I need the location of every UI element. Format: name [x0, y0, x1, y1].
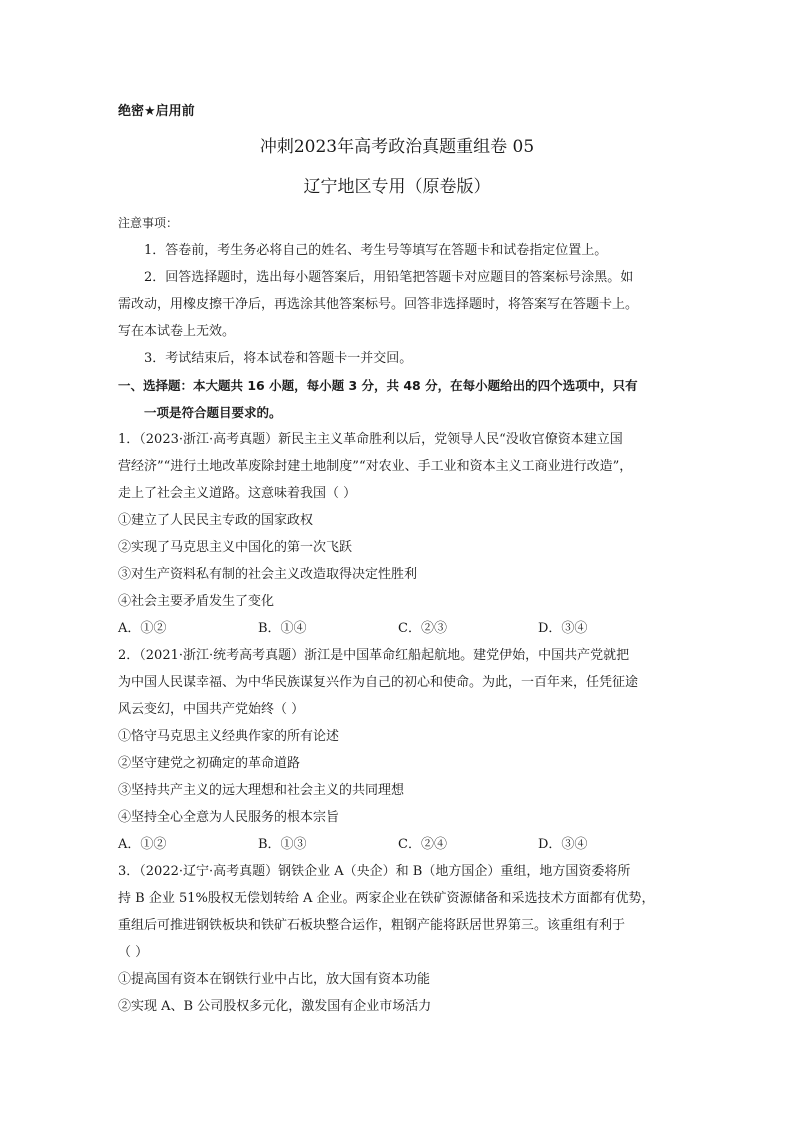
question-item: ②实现了马克思主义中国化的第一次飞跃: [118, 540, 353, 555]
question-item: ①提高国有资本在钢铁行业中占比，放大国有资本功能: [118, 972, 431, 987]
notice-item: 3．考试结束后，将本试卷和答题卡一并交回。: [144, 351, 413, 366]
question-item: ④坚持全心全意为人民服务的根本宗旨: [118, 810, 340, 825]
question-stem: 2．（2021·浙江·统考高考真题）浙江是中国革命红船起航地。建党伊始，中国共产党就把: [118, 648, 630, 663]
question-stem: （ ）: [118, 945, 149, 960]
notice-label: 注意事项：: [118, 216, 179, 230]
answer-options: [118, 615, 678, 642]
page-title: 冲刺2023年高考政治真题重组卷 05: [259, 137, 535, 157]
section-heading-cont: 一项是符合题目要求的。: [144, 405, 282, 420]
question-item: ②实现 A、B 公司股权多元化，激发国有企业市场活力: [118, 999, 432, 1014]
question-stem: 营经济”“进行土地改革废除封建土地制度”“对农业、手工业和资本主义工商业进行改造”，: [118, 459, 633, 474]
option-c: C．②④: [398, 837, 447, 852]
question-item: ④社会主要矛盾发生了变化: [118, 594, 275, 609]
option-b: B．①③: [258, 837, 307, 852]
answer-options: [118, 831, 678, 858]
question-stem: 持 B 企业 51%股权无偿划转给 A 企业。两家企业在铁矿资源储备和采选技术方面都有优势，: [118, 891, 655, 906]
question-stem: 为中国人民谋幸福、为中华民族谋复兴作为自己的初心和使命。为此，一百年来，任凭征途: [118, 675, 639, 690]
question-item: ②坚守建党之初确定的革命道路: [118, 756, 301, 771]
question-stem: 3．（2022·辽宁·高考真题）钢铁企业 A（央企）和 B（地方国企）重组，地方国资委将所: [118, 864, 631, 879]
option-a: A．①②: [118, 621, 167, 636]
question-stem: 走上了社会主义道路。这意味着我国（ ）: [118, 486, 357, 501]
option-a: A．①②: [118, 837, 167, 852]
option-d: D．③④: [538, 621, 588, 636]
exam-body: [118, 210, 678, 1020]
question-stem: 风云变幻，中国共产党始终（ ）: [118, 702, 305, 717]
question-stem: 重组后可推进钢铁板块和铁矿石板块整合运作，粗钢产能将跃居世界第三。该重组有利于: [118, 918, 626, 933]
question-stem: 1．（2023·浙江·高考真题）新民主主义革命胜利以后，党领导人民“没收官僚资本建立国: [118, 432, 623, 447]
section-heading: 一、选择题：本大题共 16 小题，每小题 3 分，共 48 分，在每小题给出的四个选项中，只有: [118, 378, 638, 393]
question-item: ③对生产资料私有制的社会主义改造取得决定性胜利: [118, 567, 418, 582]
question-item: ③坚持共产主义的远大理想和社会主义的共同理想: [118, 783, 405, 798]
question-item: ①恪守马克思主义经典作家的所有论述: [118, 729, 340, 744]
notice-item: 需改动，用橡皮擦干净后，再选涂其他答案标号。回答非选择题时，将答案写在答题卡上。: [118, 297, 639, 312]
notice-item: 1．答卷前，考生务必将自己的姓名、考生号等填写在答题卡和试卷指定位置上。: [144, 243, 608, 258]
notice-item: 写在本试卷上无效。: [118, 324, 236, 339]
option-c: C．②③: [398, 621, 447, 636]
notice-item: 2．回答选择题时，选出每小题答案后，用铅笔把答题卡对应题目的答案标号涂黑。如: [144, 270, 634, 285]
question-item: ①建立了人民民主专政的国家政权: [118, 513, 314, 528]
page-subtitle: 辽宁地区专用（原卷版）: [303, 177, 491, 197]
confidential-label: 绝密★启用前: [118, 104, 195, 119]
option-b: B．①④: [258, 621, 307, 636]
option-d: D．③④: [538, 837, 588, 852]
